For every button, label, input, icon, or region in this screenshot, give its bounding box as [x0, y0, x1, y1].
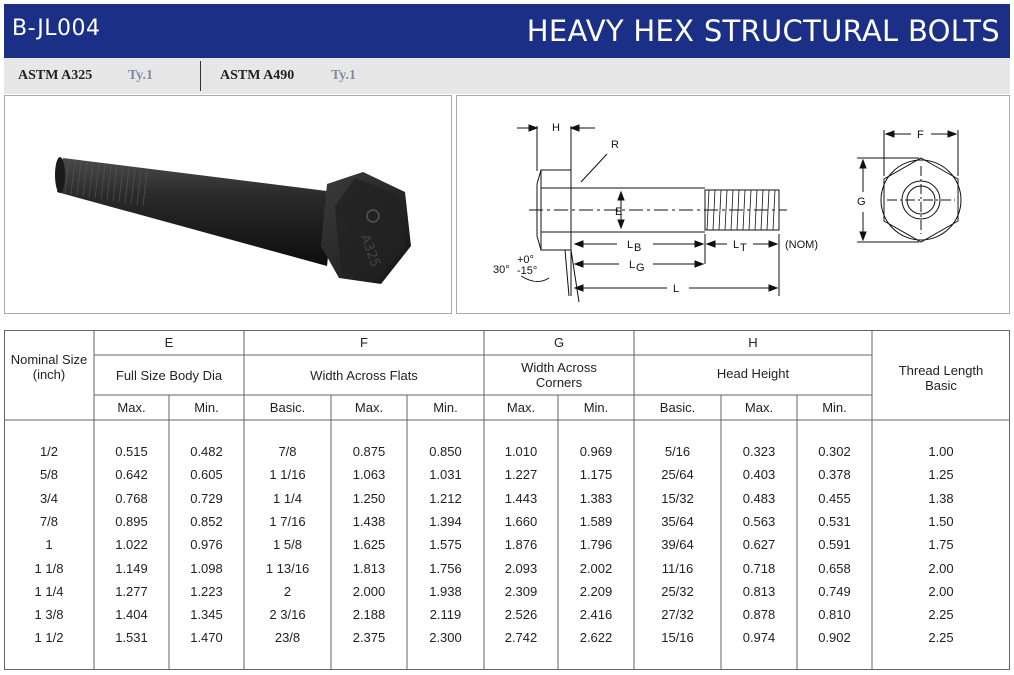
cell-h-max: 0.483: [742, 490, 776, 506]
cell-h-max: 0.878: [742, 607, 776, 623]
cell-e-max: 1.404: [115, 607, 148, 623]
cell-f-basic: 7/8: [278, 444, 297, 459]
label-lg-sub: G: [636, 262, 645, 274]
cell-h-min: 0.378: [818, 467, 851, 483]
header-nominal-size: Nominal Size (inch): [10, 352, 88, 382]
header-full-size-body-dia: Full Size Body Dia: [115, 368, 223, 383]
cell-e-min: 0.482: [190, 444, 223, 459]
cell-g-min: 2.416: [579, 607, 613, 623]
subheader-e-min: Min.: [194, 400, 219, 415]
cell-thread-length: 2.25: [928, 630, 954, 646]
header-group-e: E: [164, 335, 174, 350]
cell-h-min: 0.302: [818, 444, 851, 459]
cell-thread-length: 2.25: [928, 607, 954, 623]
cell-g-min: 2.209: [579, 583, 613, 599]
product-code: B-JL004: [12, 16, 101, 41]
cell-thread-length: 1.00: [928, 444, 954, 459]
subheader-e-max: Max.: [117, 400, 146, 415]
cell-g-max: 2.742: [504, 630, 538, 646]
cell-f-max: 1.438: [352, 513, 386, 529]
cell-h-max: 0.813: [742, 583, 776, 599]
label-lb-sub: B: [634, 242, 642, 254]
dimension-drawing-panel: [456, 95, 1010, 314]
cell-g-max: 1.010: [504, 444, 538, 459]
cell-f-max: 1.063: [352, 467, 386, 483]
title-bar: [4, 4, 1010, 58]
cell-h-max: 0.563: [742, 513, 776, 529]
label-lg: L: [629, 259, 636, 271]
label-tol-plus: +0°: [517, 254, 534, 266]
cell-nominal-size: 3/4: [39, 490, 59, 506]
subheader-g-max: Max.: [506, 400, 536, 415]
cell-f-min: 1.575: [429, 537, 462, 553]
cell-thread-length: 1.75: [928, 537, 954, 553]
cell-f-max: 2.188: [352, 607, 386, 623]
cell-g-min: 1.383: [579, 490, 613, 506]
cell-h-basic: 25/64: [661, 467, 694, 483]
label-lt: L: [733, 239, 740, 251]
page-title: HEAVY HEX STRUCTURAL BOLTS: [526, 14, 1000, 48]
cell-g-max: 2.093: [504, 560, 538, 576]
head-marking: A325: [357, 232, 383, 270]
header-group-g: G: [553, 335, 565, 350]
cell-h-max: 0.718: [742, 560, 776, 576]
cell-g-max: 2.309: [504, 583, 538, 599]
standard-a490-type: Ty.1: [331, 68, 357, 83]
cell-h-max: 0.627: [742, 537, 776, 553]
label-r: R: [611, 139, 619, 151]
cell-f-max: 2.000: [352, 583, 386, 599]
cell-h-min: 0.810: [818, 607, 851, 623]
cell-h-min: 0.658: [818, 560, 851, 576]
cell-f-min: 1.756: [429, 560, 462, 576]
cell-e-max: 1.022: [115, 537, 148, 553]
label-h: H: [552, 122, 560, 134]
cell-thread-length: 1.38: [928, 490, 954, 506]
label-lb: L: [627, 239, 634, 251]
cell-f-min: 1.394: [429, 513, 462, 529]
standard-a325-type: Ty.1: [128, 68, 154, 83]
cell-h-basic: 15/16: [661, 630, 694, 646]
cell-h-min: 0.455: [818, 490, 851, 506]
cell-h-min: 0.902: [818, 630, 851, 646]
cell-f-min: 1.031: [429, 467, 462, 483]
subheader-h-min: Min.: [822, 400, 847, 415]
cell-thread-length: 1.50: [928, 513, 954, 529]
cell-h-basic: 25/32: [661, 583, 694, 599]
cell-f-basic: 1 1/4: [273, 490, 302, 506]
cell-h-max: 0.323: [742, 444, 776, 459]
cell-nominal-size: 7/8: [39, 513, 59, 529]
cell-nominal-size: 1 1/4: [34, 583, 64, 599]
bolt-photo-panel: [4, 95, 452, 314]
subheader-f-basic: Basic.: [269, 400, 306, 415]
cell-h-min: 0.591: [818, 537, 851, 553]
header-group-f: F: [360, 335, 368, 350]
cell-e-max: 1.149: [115, 560, 148, 576]
cell-g-min: 1.796: [579, 537, 613, 553]
cell-h-basic: 5/16: [664, 444, 691, 459]
cell-nominal-size: 5/8: [39, 467, 59, 483]
cell-h-basic: 35/64: [661, 513, 694, 529]
cell-nominal-size: 1 1/2: [34, 630, 64, 646]
cell-e-min: 1.345: [190, 607, 223, 623]
cell-g-min: 2.622: [579, 630, 613, 646]
header-group-h: H: [748, 335, 758, 350]
cell-e-min: 1.223: [190, 583, 223, 599]
label-g: G: [857, 196, 866, 208]
standards-bar: [4, 58, 1010, 94]
cell-f-max: 2.375: [352, 630, 386, 646]
cell-g-max: 1.227: [504, 467, 538, 483]
standard-a490-name: ASTM A490: [220, 68, 295, 83]
subheader-h-basic: Basic.: [659, 400, 696, 415]
cell-h-max: 0.974: [742, 630, 776, 646]
cell-h-basic: 27/32: [661, 607, 694, 623]
cell-e-min: 0.976: [190, 537, 223, 553]
cell-g-max: 1.443: [504, 490, 538, 506]
label-angle: 30°: [493, 264, 510, 276]
header-head-height: Head Height: [716, 366, 790, 381]
label-e: E: [615, 206, 623, 218]
cell-e-max: 0.515: [115, 444, 148, 459]
cell-e-min: 1.098: [190, 560, 223, 576]
label-f: F: [917, 129, 924, 141]
subheader-h-max: Max.: [744, 400, 774, 415]
cell-f-basic: 2 3/16: [269, 607, 306, 623]
header-width-across-corners: Width Across Corners: [521, 360, 597, 390]
cell-f-max: 1.625: [352, 537, 386, 553]
cell-h-max: 0.403: [742, 467, 776, 483]
header-width-across-flats: Width Across Flats: [310, 368, 418, 383]
subheader-g-min: Min.: [583, 400, 609, 415]
cell-nominal-size: 1/2: [39, 444, 59, 459]
cell-thread-length: 2.00: [928, 560, 954, 576]
cell-f-basic: 1 1/16: [269, 467, 306, 483]
label-tol-minus: -15°: [517, 265, 538, 277]
cell-nominal-size: 1 3/8: [34, 607, 64, 623]
cell-f-min: 0.850: [429, 444, 462, 459]
label-nom: (NOM): [785, 239, 818, 251]
cell-h-basic: 39/64: [661, 537, 694, 553]
cell-g-min: 2.002: [579, 560, 613, 576]
bolt-photo: [5, 96, 451, 313]
cell-e-max: 1.531: [115, 630, 148, 646]
cell-g-max: 1.660: [504, 513, 538, 529]
cell-f-max: 1.250: [352, 490, 386, 506]
cell-nominal-size: 1: [45, 537, 53, 553]
cell-f-max: 0.875: [352, 444, 386, 459]
dimension-drawing: [457, 96, 1009, 313]
cell-thread-length: 1.25: [928, 467, 954, 483]
cell-g-min: 1.589: [579, 513, 613, 529]
cell-h-min: 0.749: [818, 583, 851, 599]
cell-e-min: 0.605: [190, 467, 223, 483]
cell-nominal-size: 1 1/8: [34, 560, 64, 576]
cell-g-min: 1.175: [579, 467, 613, 483]
label-l: L: [673, 283, 680, 295]
cell-e-min: 1.470: [190, 630, 223, 646]
standard-a325-name: ASTM A325: [18, 68, 93, 83]
label-lt-sub: T: [740, 242, 747, 254]
cell-thread-length: 2.00: [928, 583, 954, 599]
subheader-f-max: Max.: [354, 400, 384, 415]
cell-f-min: 1.212: [429, 490, 462, 506]
cell-f-basic: 1 13/16: [265, 560, 310, 576]
cell-g-min: 0.969: [579, 444, 613, 459]
cell-h-basic: 15/32: [661, 490, 694, 506]
cell-e-max: 0.895: [115, 513, 148, 529]
cell-f-min: 2.300: [429, 630, 462, 646]
cell-h-min: 0.531: [818, 513, 851, 529]
cell-e-min: 0.729: [190, 490, 223, 506]
cell-f-basic: 23/8: [274, 630, 301, 646]
cell-e-max: 1.277: [115, 583, 148, 599]
cell-f-min: 2.119: [429, 607, 462, 623]
cell-e-max: 0.642: [115, 467, 148, 483]
cell-e-min: 0.852: [190, 513, 223, 529]
cell-f-max: 1.813: [352, 560, 386, 576]
cell-g-max: 2.526: [504, 607, 538, 623]
header-thread-length: Thread Length Basic: [898, 363, 984, 393]
cell-e-max: 0.768: [115, 490, 148, 506]
cell-f-basic: 1 7/16: [269, 513, 306, 529]
divider: [200, 61, 201, 91]
dimension-table: [4, 330, 1010, 670]
cell-f-basic: 2: [283, 583, 292, 599]
cell-f-basic: 1 5/8: [273, 537, 302, 553]
subheader-f-min: Min.: [433, 400, 458, 415]
cell-f-min: 1.938: [429, 583, 462, 599]
cell-h-basic: 11/16: [661, 560, 694, 576]
cell-g-max: 1.876: [504, 537, 538, 553]
